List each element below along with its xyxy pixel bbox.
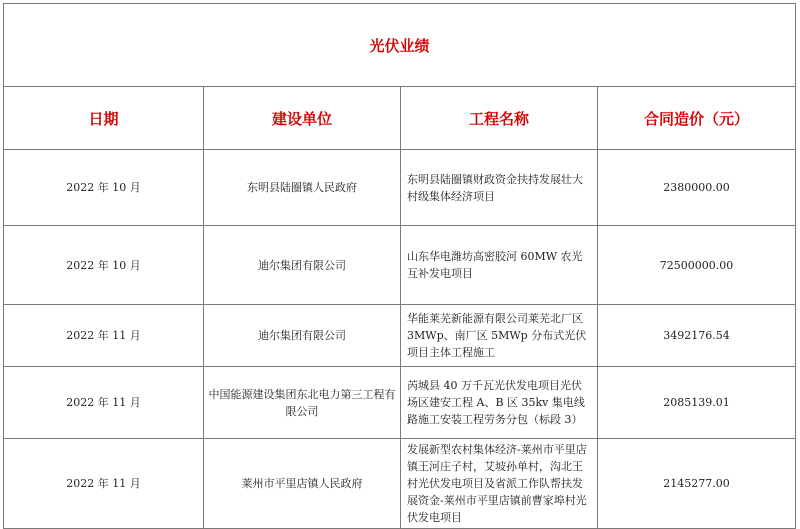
cell-project: 山东华电潍坊高密胶河 60MW 农光互补发电项目 <box>401 226 598 305</box>
cell-builder: 迪尔集团有限公司 <box>204 305 401 367</box>
cell-date: 2022 年 11 月 <box>4 439 204 529</box>
cell-project: 华能莱芜新能源有限公司莱芜北厂区 3MWp、南厂区 5MWp 分布式光伏项目主体工程施工 <box>401 305 598 367</box>
table-row <box>4 305 796 367</box>
table-row <box>4 150 796 226</box>
cell-project: 发展新型农村集体经济-莱州市平里店镇王河庄子村，艾坡孙单村，沟北王村光伏发电项目及省派工作队帮扶发展资金-莱州市平里店镇前曹家埠村光伏发电项目 <box>401 439 598 529</box>
cell-price: 3492176.54 <box>598 305 796 367</box>
cell-price: 2145277.00 <box>598 439 796 529</box>
header-price: 合同造价（元） <box>598 87 796 150</box>
table-title: 光伏业绩 <box>4 4 796 87</box>
header-date: 日期 <box>4 87 204 150</box>
table-row <box>4 226 796 305</box>
cell-project: 东明县陆圈镇财政资金扶持发展壮大村级集体经济项目 <box>401 150 598 226</box>
cell-price: 72500000.00 <box>598 226 796 305</box>
cell-builder: 中国能源建设集团东北电力第三工程有限公司 <box>204 367 401 439</box>
table-row <box>4 439 796 529</box>
cell-project: 芮城县 40 万千瓦光伏发电项目光伏场区建安工程 A、B 区 35kv 集电线路施工安装工程劳务分包（标段 3） <box>401 367 598 439</box>
cell-builder: 莱州市平里店镇人民政府 <box>204 439 401 529</box>
performance-table <box>3 3 796 529</box>
cell-builder: 迪尔集团有限公司 <box>204 226 401 305</box>
cell-price: 2380000.00 <box>598 150 796 226</box>
cell-date: 2022 年 11 月 <box>4 305 204 367</box>
cell-price: 2085139.01 <box>598 367 796 439</box>
cell-date: 2022 年 10 月 <box>4 150 204 226</box>
header-project: 工程名称 <box>401 87 598 150</box>
cell-date: 2022 年 10 月 <box>4 226 204 305</box>
cell-date: 2022 年 11 月 <box>4 367 204 439</box>
cell-builder: 东明县陆圈镇人民政府 <box>204 150 401 226</box>
title-row <box>4 4 796 87</box>
table-row <box>4 367 796 439</box>
header-builder: 建设单位 <box>204 87 401 150</box>
header-row <box>4 87 796 150</box>
